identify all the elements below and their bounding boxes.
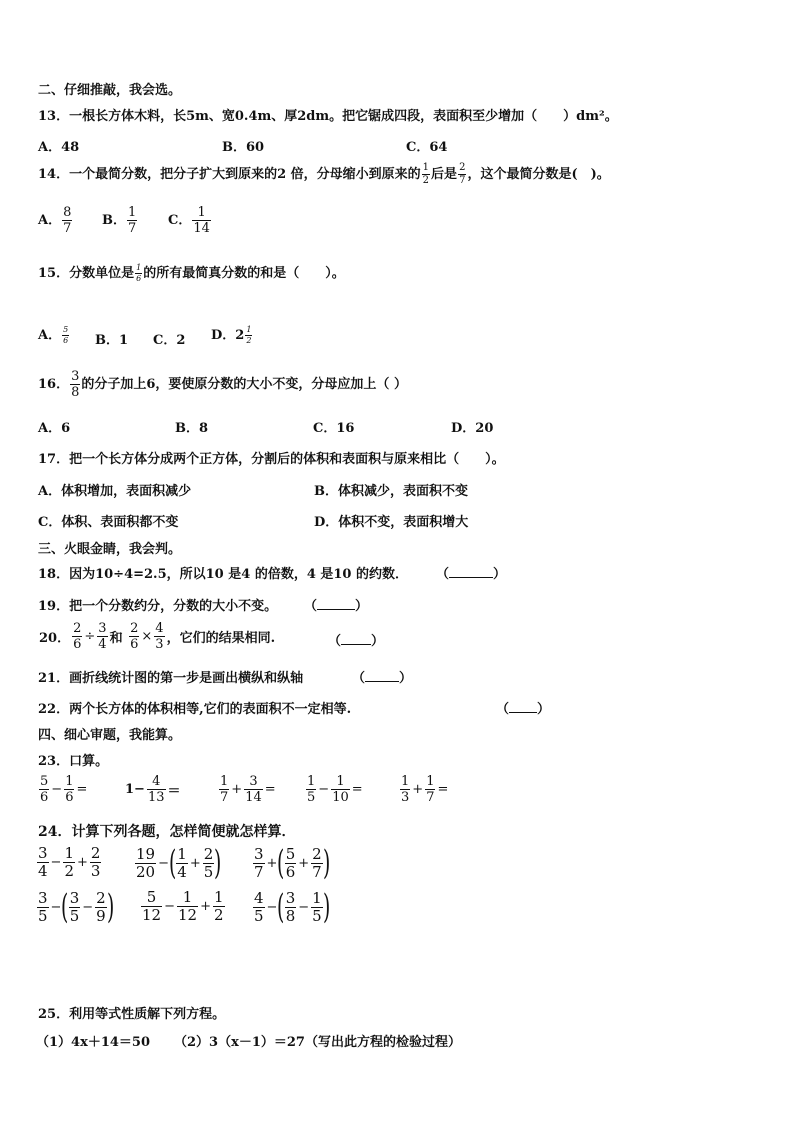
- fraction: $\frac{1}{12}$: [178, 888, 198, 924]
- q14-option-a: A． $\frac{8}{7}$: [38, 205, 72, 236]
- q13-option-b: B．60: [222, 140, 265, 155]
- q14-option-c: C． $\frac{1}{14}$: [168, 205, 210, 236]
- fraction: $\frac{3}{8}$: [71, 369, 80, 400]
- section-4-title: 四、细心审题，我能算。: [38, 728, 182, 743]
- q20-stem: [38, 622, 276, 651]
- math-operator: 20．: [39, 631, 71, 646]
- math-operator: +: [231, 782, 243, 797]
- q23-expr-2: [124, 775, 182, 804]
- q23-expr-1: [38, 775, 88, 804]
- math-operator: ×: [141, 629, 153, 644]
- math-operator: =: [76, 782, 88, 797]
- fraction: $\frac{1}{14}$: [193, 205, 210, 236]
- q23-title: 23．口算。: [38, 754, 109, 769]
- parenthesis: ): [106, 887, 114, 927]
- q13-option-c: C．64: [406, 140, 448, 155]
- fraction: $\frac{1}{2}$: [422, 162, 430, 186]
- fraction: $\frac{2}{3}$: [90, 844, 101, 880]
- math-operator: ，它们的结果相同.: [166, 631, 276, 646]
- fraction: $\frac{2}{7}$: [459, 162, 466, 186]
- math-operator: −: [266, 899, 278, 915]
- fraction: $\frac{1}{10}$: [332, 774, 349, 805]
- q19-answer-blank[interactable]: （ ）: [304, 599, 369, 614]
- q15-option-c: C．2: [153, 333, 186, 348]
- math-operator: −: [158, 855, 169, 871]
- q15-option-b: B．1: [95, 333, 129, 348]
- q24-expr-r1-1: [36, 846, 102, 879]
- fraction: $\frac{1}{7}$: [128, 205, 137, 236]
- fraction: $\frac{4}{3}$: [155, 621, 164, 652]
- fraction: $\frac{1}{6}$: [65, 774, 74, 805]
- math-operator: −: [298, 899, 310, 915]
- math-operator: +: [412, 782, 424, 797]
- fraction: $\frac{5}{6}$: [40, 774, 49, 805]
- q16-option-c: C．16: [313, 421, 355, 436]
- q13-stem: 13．一根长方体木料，长5m、宽0.4m、厚2dm。把它锯成四段，表面积至少增加（ ）dm²。: [38, 109, 618, 124]
- q21-answer-blank[interactable]: （ ）: [352, 671, 413, 686]
- q17-stem: 17．把一个长方体分成两个正方体，分割后的体积和表面积与原来相比（ ）。: [38, 452, 505, 467]
- math-operator: =: [351, 782, 363, 797]
- fraction: $\frac{3}{4}$: [98, 621, 107, 652]
- q25-title: 25．利用等式性质解下列方程。: [38, 1007, 226, 1022]
- q17-option-d: D．体积不变，表面积增大: [314, 515, 469, 530]
- fraction: $\frac{3}{7}$: [254, 844, 264, 881]
- q18-stem: 18．因为10÷4=2.5，所以10 是4 的倍数，4 是10 的约数．: [38, 567, 409, 582]
- math-operator: +: [189, 855, 201, 871]
- q23-expr-3: [218, 775, 277, 804]
- math-operator: 和: [109, 631, 123, 646]
- fraction: $\frac{1}{5}$: [307, 774, 316, 805]
- math-operator: −: [50, 899, 62, 915]
- q14-stem: [38, 163, 610, 186]
- q14-pre: 14．一个最简分数，把分子扩大到原来的2 倍，分母缩小到原来的: [38, 167, 421, 182]
- q23-expr-5: [399, 775, 449, 804]
- math-operator: 1−: [125, 782, 145, 797]
- fraction: $\frac{5}{12}$: [142, 888, 162, 924]
- math-operator: +: [298, 855, 310, 871]
- fraction: $\frac{3}{5}$: [38, 888, 48, 925]
- fraction: $\frac{3}{4}$: [38, 844, 48, 880]
- fraction: $\frac{1}{2}$: [246, 325, 252, 345]
- parenthesis: (: [168, 843, 177, 883]
- math-operator: −: [51, 782, 63, 797]
- q23-expr-4: [305, 775, 364, 804]
- section-2-title: 二、仔细推敲，我会选。: [38, 83, 182, 98]
- q15-stem: 15．分数单位是 $\frac{1}{6}$ 的所有最简真分数的和是（ ）。: [38, 263, 345, 283]
- fraction: $\frac{1}{4}$: [177, 844, 187, 881]
- q14-option-b: B． $\frac{1}{7}$: [102, 205, 137, 236]
- fraction: $\frac{2}{5}$: [203, 844, 214, 881]
- parenthesis: (: [277, 887, 285, 927]
- parenthesis: ): [322, 887, 330, 927]
- math-operator: +: [200, 899, 211, 914]
- q14-mid: 后是: [431, 167, 458, 182]
- q19-stem: 19．把一个分数约分，分数的大小不变。: [38, 599, 278, 614]
- q17-option-a: A．体积增加，表面积减少: [38, 484, 192, 499]
- fraction: $\frac{5}{6}$: [285, 844, 296, 881]
- q24-expr-r2-1: [36, 887, 114, 927]
- q24-expr-r2-2: [140, 890, 226, 923]
- math-operator: +: [266, 855, 278, 871]
- q16-stem: 16． $\frac{3}{8}$ 的分子加上6，要使原分数的大小不变，分母应加上（ ）: [38, 369, 407, 400]
- q16-option-b: B．8: [175, 421, 209, 436]
- math-operator: −: [82, 899, 94, 915]
- fraction: $\frac{19}{20}$: [136, 844, 156, 881]
- q24-expr-r1-2: [134, 843, 222, 883]
- fraction: $\frac{8}{7}$: [63, 205, 72, 236]
- q16-option-a: A．6: [38, 421, 71, 436]
- parenthesis: ): [214, 843, 222, 883]
- section-3-title: 三、火眼金睛，我会判。: [38, 542, 182, 557]
- fraction: $\frac{1}{7}$: [220, 774, 229, 805]
- fraction: $\frac{3}{8}$: [285, 888, 296, 925]
- math-operator: −: [50, 855, 62, 870]
- fraction: $\frac{5}{6}$: [63, 325, 69, 345]
- math-operator: −: [164, 899, 175, 914]
- q25-part-1: （1）4x＋14＝50: [36, 1035, 151, 1050]
- parenthesis: ): [322, 843, 330, 883]
- q17-option-c: C．体积、表面积都不变: [38, 515, 179, 530]
- q17-option-b: B．体积减少，表面积不变: [314, 484, 468, 499]
- math-operator: =: [437, 782, 449, 797]
- parenthesis: (: [61, 887, 69, 927]
- math-operator: +: [77, 855, 88, 870]
- fraction: $\frac{1}{2}$: [214, 888, 224, 924]
- q16-option-d: D．20: [451, 421, 494, 436]
- q15-option-d: D．2 $\frac{1}{2}$: [211, 325, 252, 345]
- q22-answer-blank[interactable]: （ ）: [496, 702, 551, 717]
- q24-title: 24．计算下列各题，怎样简便就怎样算．: [38, 824, 296, 840]
- q14-post: ，这个最简分数是( )。: [467, 167, 610, 182]
- q21-stem: 21．画折线统计图的第一步是画出横纵和纵轴: [38, 671, 304, 686]
- fraction: $\frac{2}{6}$: [73, 621, 82, 652]
- q18-answer-blank[interactable]: （ ）: [436, 567, 507, 582]
- q13-option-a: A．48: [38, 140, 80, 155]
- math-operator: −: [318, 782, 330, 797]
- q25-part-2: （2）3（x－1）＝27（写出此方程的检验过程）: [174, 1035, 461, 1050]
- q24-expr-r2-3: [252, 887, 330, 927]
- fraction: $\frac{2}{7}$: [312, 844, 322, 881]
- fraction: $\frac{2}{9}$: [96, 888, 106, 925]
- fraction: $\frac{1}{7}$: [426, 774, 435, 805]
- fraction: $\frac{3}{14}$: [245, 774, 262, 805]
- fraction: $\frac{4}{13}$: [147, 774, 165, 805]
- fraction: $\frac{2}{6}$: [130, 621, 139, 652]
- q22-stem: 22．两个长方体的体积相等,它们的表面积不一定相等.: [38, 702, 352, 717]
- fraction: $\frac{1}{5}$: [312, 888, 322, 925]
- fraction: $\frac{1}{3}$: [401, 774, 410, 805]
- fraction: $\frac{1}{6}$: [136, 263, 142, 283]
- parenthesis: (: [277, 843, 285, 883]
- q20-answer-blank[interactable]: （ ）: [328, 634, 385, 649]
- fraction: $\frac{4}{5}$: [254, 888, 264, 925]
- q24-expr-r1-3: [252, 843, 330, 883]
- fraction: $\frac{3}{5}$: [69, 888, 80, 925]
- fraction: $\frac{1}{2}$: [64, 844, 74, 880]
- math-operator: ÷: [84, 629, 96, 644]
- math-operator: ＝: [167, 784, 181, 799]
- math-operator: =: [264, 782, 276, 797]
- q15-option-a: A． $\frac{5}{6}$: [38, 325, 69, 345]
